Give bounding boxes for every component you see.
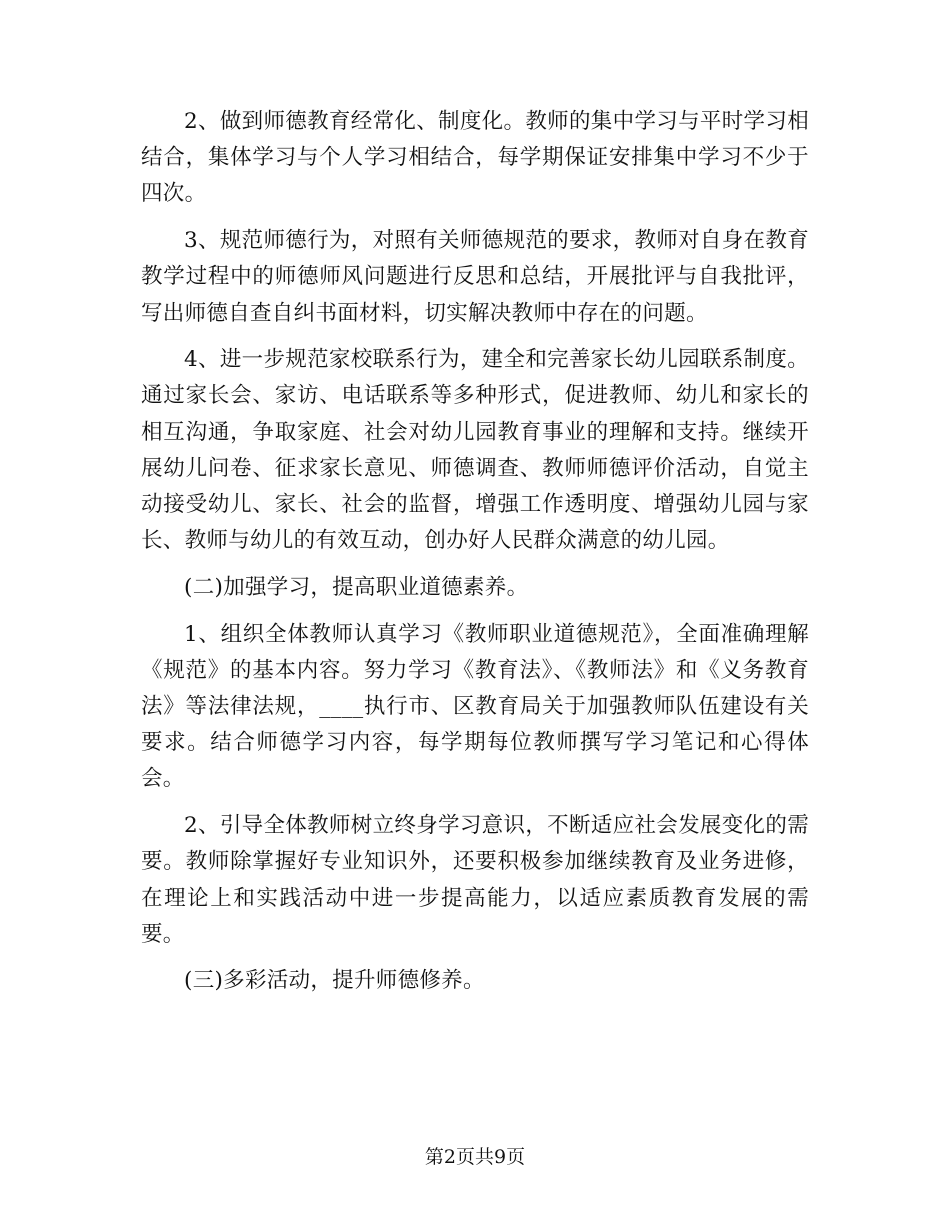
paragraph-item-3: 3、规范师德行为，对照有关师德规范的要求，教师对自身在教育教学过程中的师德师风问题进行反思和总结，开展批评与自我批评，写出师德自查自纠书面材料，切实解决教师中存在的问题。	[141, 228, 809, 326]
section-heading-3: (三)多彩活动，提升师德修养。	[184, 968, 485, 994]
page-number-footer: 第2页共9页	[424, 1146, 526, 1168]
paragraph-item-4: 4、进一步规范家校联系行为，建全和完善家长幼儿园联系制度。通过家长会、家访、电话联系等多种形式，促进教师、幼儿和家长的相互沟通，争取家庭、社会对幼儿园教育事业的理解和支持。继续开展幼儿问卷、征求家长意见、师德调查、教师师德评价活动，自觉主动接受幼儿、家长、社会的监督，增强工作透明度、增强幼儿园与家长、教师与幼儿的有效互动，创办好人民群众满意的幼儿园。	[141, 347, 809, 554]
paragraph-study-1: 1、组织全体教师认真学习《教师职业道德规范》，全面准确理解《规范》的基本内容。努力学习《教育法》、《教师法》和《义务教育法》等法律法规，____执行市、区教育局关于加强教师队伍建设有关要求。结合师德学习内容，每学期每位教师撰写学习笔记和心得体会。	[141, 621, 809, 792]
section-heading-2: (二)加强学习，提高职业道德素养。	[184, 574, 529, 600]
paragraph-study-2: 2、引导全体教师树立终身学习意识，不断适应社会发展变化的需要。教师除掌握好专业知识外，还要积极参加继续教育及业务进修，在理论上和实践活动中进一步提高能力，以适应素质教育发展的需要。	[141, 813, 809, 947]
paragraph-item-2: 2、做到师德教育经常化、制度化。教师的集中学习与平时学习相结合，集体学习与个人学习相结合，每学期保证安排集中学习不少于四次。	[141, 109, 809, 207]
document-body	[141, 104, 809, 1000]
